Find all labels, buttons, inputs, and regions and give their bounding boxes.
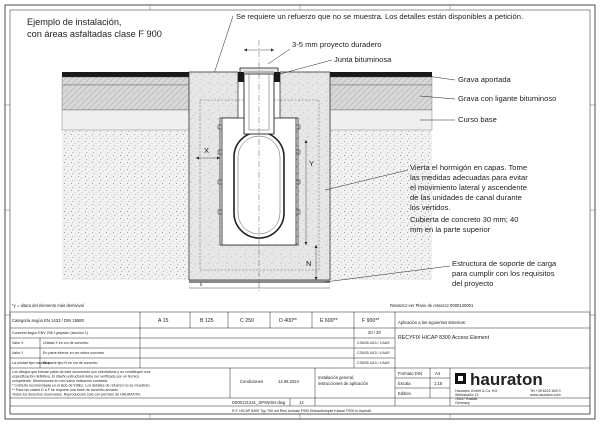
svg-text:** Para las clases D a F se re: ** Para las clases D a F se requiere una base de concreto armado. [12, 388, 119, 392]
svg-text:de las unidades de canal duran: de las unidades de canal durante [410, 193, 522, 202]
drawing-title-line2: con áreas asfaltadas clase F 900 [27, 29, 162, 39]
tb-row-y-label: Valor Y [12, 351, 24, 355]
base-course-left [62, 110, 189, 130]
svg-text:las medidas adecuadas para evi: las medidas adecuadas para evitar [410, 173, 528, 182]
tb-row-x-label: Valor X [12, 341, 24, 345]
svg-text:76437 Rastatt: 76437 Rastatt [455, 397, 478, 401]
tb-escala-value: 1:15 [434, 381, 443, 386]
company-web: www.hauraton.com [530, 393, 561, 397]
dim-x-label: X [204, 146, 210, 155]
tb-class-b125: B 125 [200, 318, 214, 324]
tb-row-x-desc: Unidad X en cm de concreto [43, 341, 89, 345]
tb-class-a15: A 15 [158, 318, 169, 324]
support-structure [189, 280, 330, 283]
tb-class-c250: C 250 [240, 318, 254, 324]
svg-text:competente. Dimensiones en mm: competente. Dimensiones en mm salvo indicación contraria. [12, 379, 108, 383]
tb-application-label: Aplicación a las siguientes sistemas: [398, 320, 466, 325]
dim-n-label: N [306, 259, 312, 268]
svg-text:para cumplir con los requisito: para cumplir con los requisitos [452, 269, 555, 278]
gravel-right [330, 77, 432, 85]
tb-instructions-2: instrucciones de aplicación [318, 381, 369, 386]
tb-edition-label: Edition [398, 391, 411, 396]
svg-text:Los dibujos que forman parte d: Los dibujos que forman parte de este documento son orientativos y no constituyen una [12, 370, 151, 374]
tb-escala-label: Escala [398, 381, 411, 386]
svg-text:Estructura de soporte de carga: Estructura de soporte de carga [452, 259, 557, 268]
reinforcement-note: Se requiere un refuerzo que no se muestra. Los detalles están disponibles a petición. [236, 12, 524, 21]
hauraton-logo [455, 370, 543, 389]
company-address [455, 389, 498, 405]
dim-y-label: Y [309, 159, 315, 168]
tb-row-group: Categoría según EN 1433 / DIN 19580 [12, 318, 84, 323]
tb-spec-2: C35/45-XA3 / 4 AAS [357, 351, 390, 355]
footnote: *y = altura del elemento más demivival [12, 303, 84, 308]
label-gap: 3-5 mm proyecto duradero [292, 40, 382, 49]
gravel-left [62, 77, 189, 85]
tb-row-n-desc: En parte tipo N en cm de concreto [43, 361, 98, 365]
svg-text:Werkstraße 13: Werkstraße 13 [455, 393, 479, 397]
bituminous-joint [238, 72, 244, 82]
label-base: Curso base [458, 115, 497, 124]
tb-class-f900: F 900** [362, 318, 380, 324]
asphalt-right [330, 72, 432, 77]
tb-spec-3: C35/45-XA3 / 4 AAS [357, 361, 390, 365]
tb-doc-index: 12 [299, 400, 304, 405]
tb-row-n-label: La unidad tipo hauraton [12, 361, 50, 365]
drawing-title-line1: Ejemplo de instalación, [27, 17, 122, 27]
tb-spec-1: C35/45-XA3 / 4 AAS [357, 341, 390, 345]
bitumen-gravel-right [330, 85, 432, 110]
tb-formato-label: Formato DIN [398, 371, 422, 376]
logo-wordmark: hauraton [470, 370, 543, 389]
svg-text:* Cubierta recomendada en el l: * Cubierta recomendada en el lado de tráfico. Los detalles de refuerzo no se muestran. [12, 383, 151, 388]
svg-text:los vertidos.: los vertidos. [410, 203, 451, 212]
bitumen-gravel-left [62, 85, 189, 110]
svg-text:Vierta el hormigón en capas. T: Vierta el hormigón en capas. Tome [410, 163, 528, 172]
tb-disclaimer [12, 370, 150, 397]
tb-row-concrete: Concreto según ENV 206 f grayalón (sección 1) [12, 331, 89, 335]
dim-b-label: b [200, 282, 203, 287]
label-gravel: Grava aportada [458, 75, 511, 84]
svg-text:mm en la parte superior: mm en la parte superior [410, 225, 491, 234]
concrete-note [410, 163, 528, 234]
svg-text:del proyecto: del proyecto [452, 279, 494, 288]
svg-text:Cubierta de concreto 30 mm; 40: Cubierta de concreto 30 mm; 40 [410, 215, 519, 224]
asphalt-left [62, 72, 189, 77]
svg-text:especificación definitiva. El: especificación definitiva. El diseño estructural debe ser verificado por un técnico [12, 374, 140, 379]
tb-doc-number: D000121241_SPANISH.dwg [232, 400, 286, 405]
label-gravel-bitumen: Grava con ligante bituminoso [458, 94, 557, 103]
tb-product: RECYFIX HICAP 8300 Access Element [398, 335, 490, 341]
tb-condiciones: Condiciones [240, 379, 264, 384]
company-phone: Tel +49 6222 609 0 [530, 389, 561, 393]
svg-text:el movimiento lateral y ascend: el movimiento lateral y ascendente [410, 183, 527, 192]
svg-text:Germany: Germany [455, 401, 470, 405]
svg-text:Todos los derechos reservados.: Todos los derechos reservados. Reproducción sólo con permiso de HAURATON. [12, 392, 141, 397]
tb-instructions-1: Instalación general, [318, 375, 355, 380]
label-joint: Junta bituminosa [334, 55, 392, 64]
tb-dims-value: 20 / 20 [368, 330, 381, 335]
tb-class-e600: E 600** [320, 318, 338, 324]
svg-text:Hauraton GmbH & Co. KG: Hauraton GmbH & Co. KG [455, 389, 498, 393]
tb-formato-value: A4 [435, 371, 441, 376]
tb-date: 12.06.2024 [278, 379, 299, 384]
tb-filename: R.F. HICAP 8300 Typ 760 mit Revi Aufsatz F900 Einbaubeispiel Klasse F900 in Asphalt [232, 409, 371, 413]
tb-class-d400: D 400** [279, 318, 297, 324]
reference: Retaszcz-ver Plano de retaszcz 0000120001 [390, 303, 474, 308]
tb-row-y-desc: En parte inferior en cm sobre concreto [43, 351, 105, 355]
base-course-right [330, 110, 432, 130]
support-note [452, 259, 557, 288]
